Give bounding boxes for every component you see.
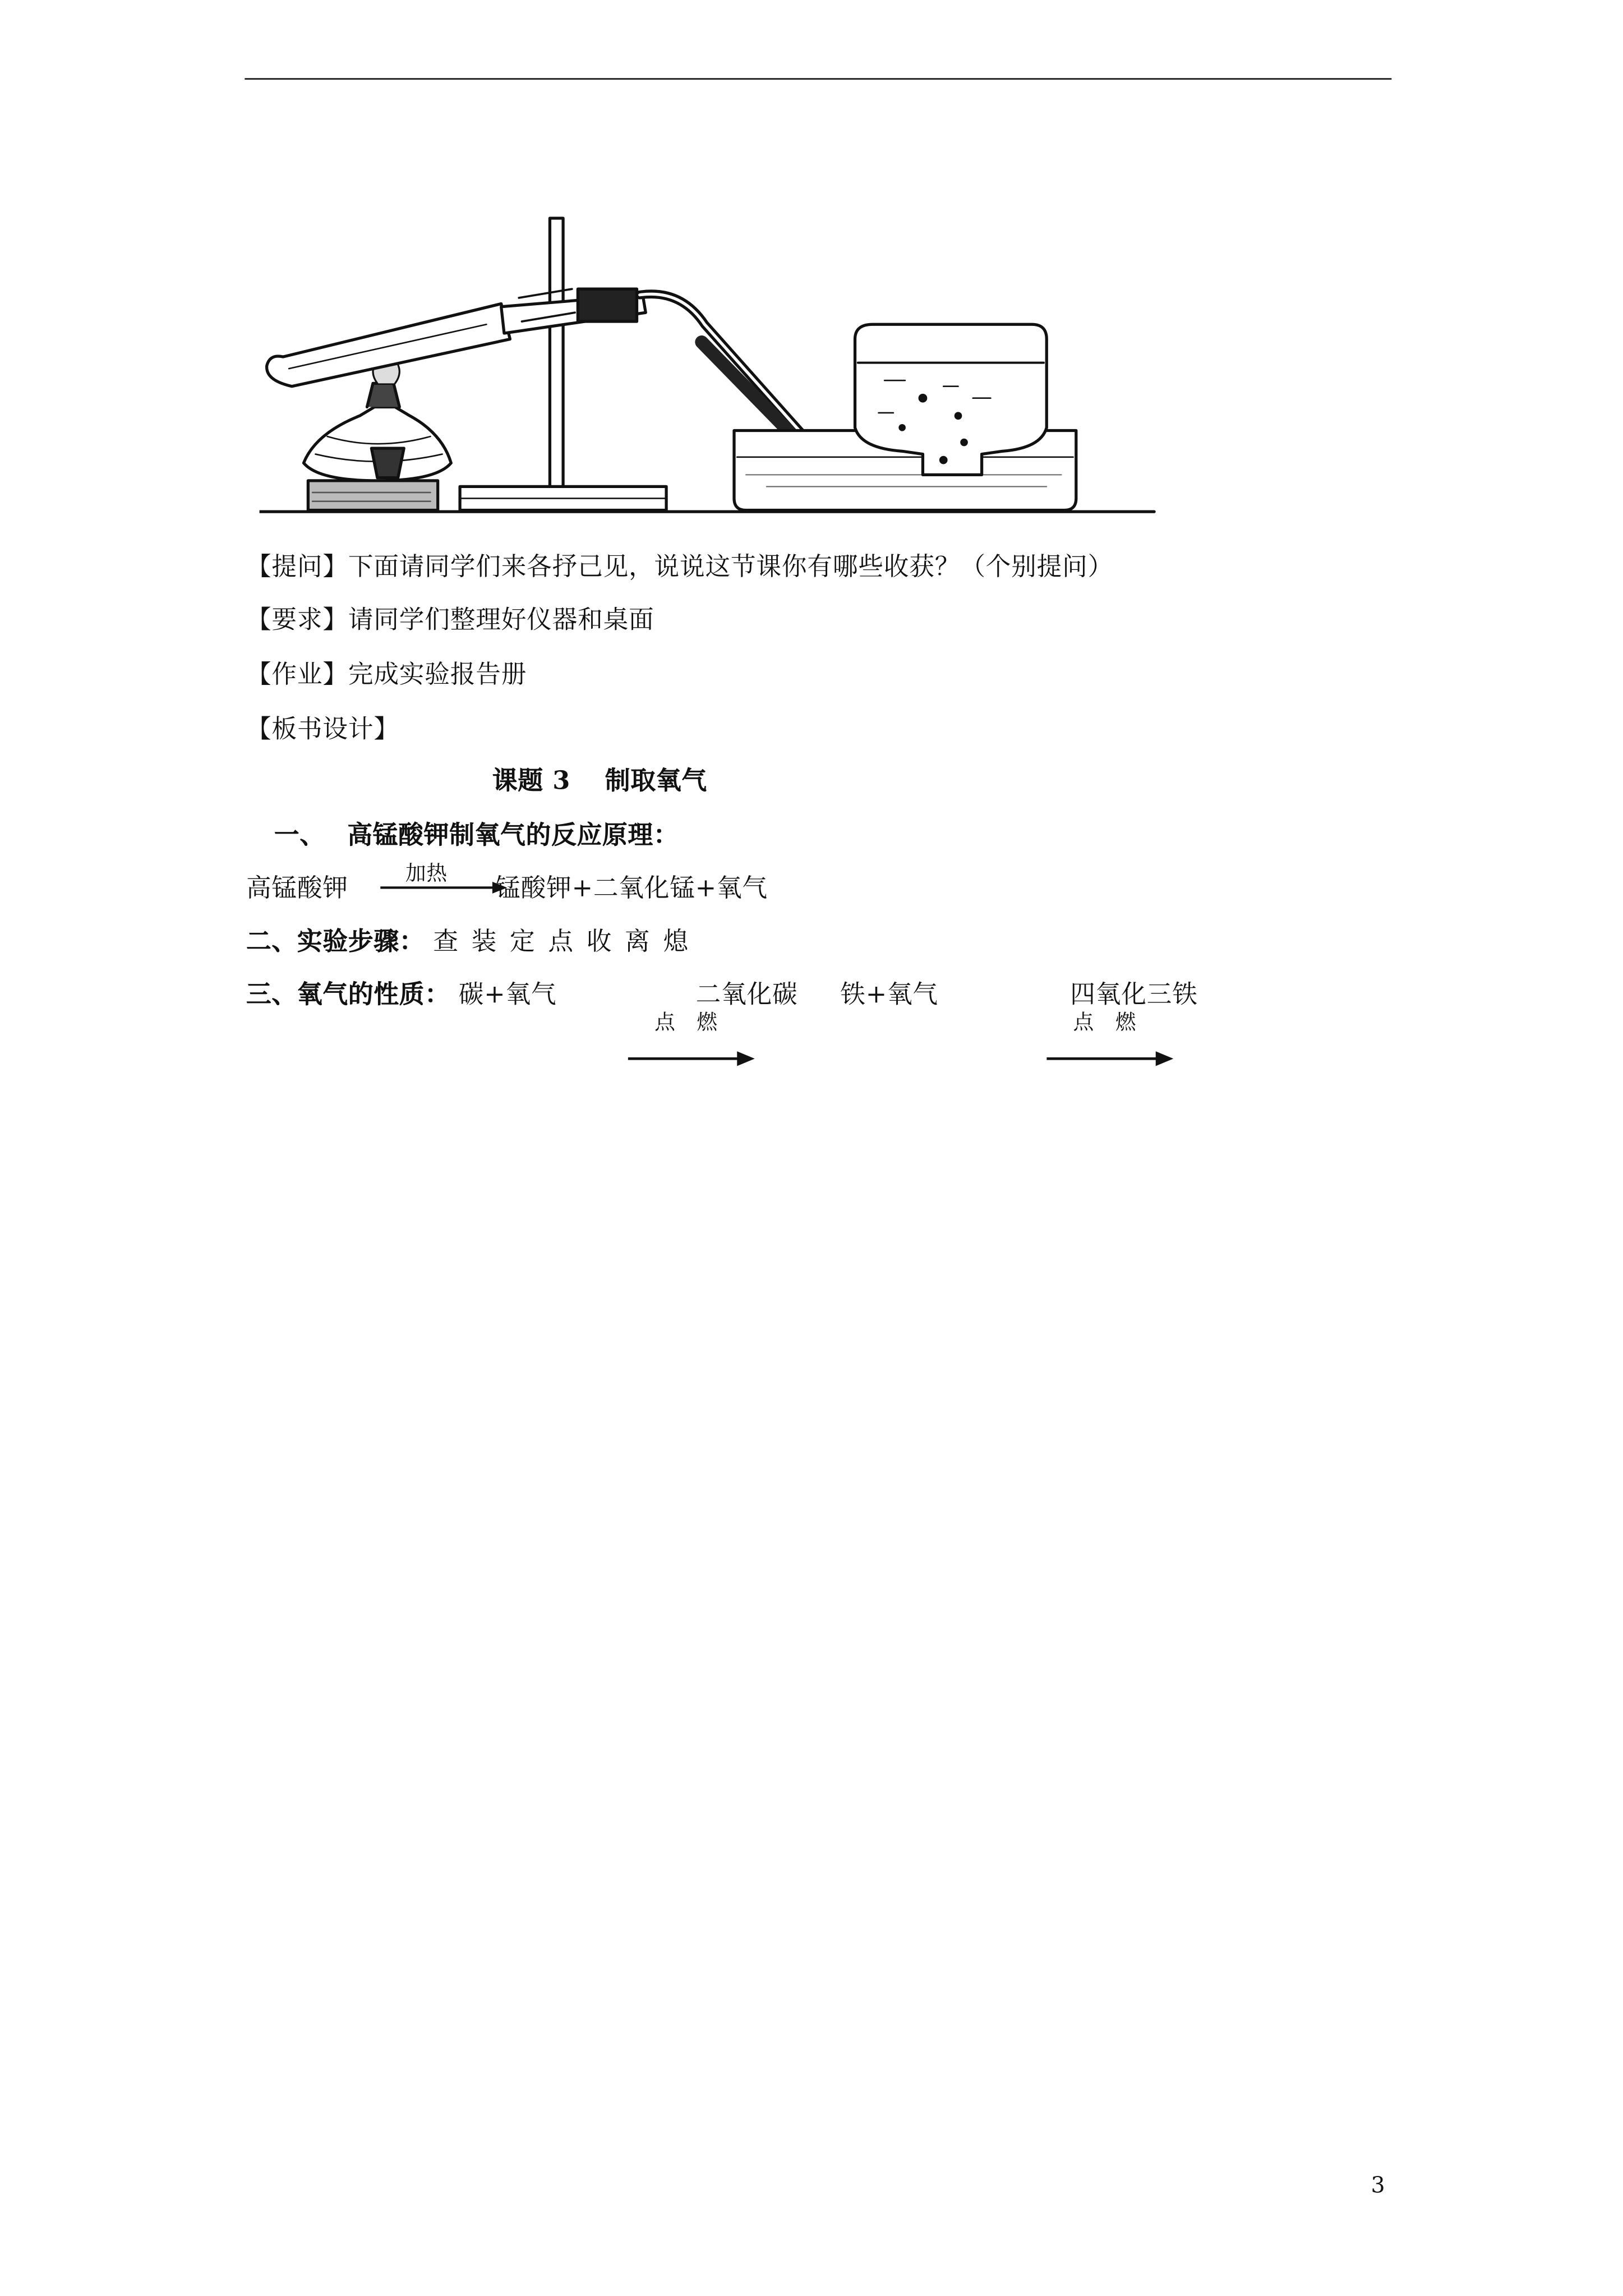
board-design-heading: 【板书设计】 — [246, 715, 399, 745]
reaction-1-arrow — [380, 880, 507, 895]
iron-stand — [460, 218, 666, 510]
reaction-2-condition: 点 燃 — [654, 1011, 718, 1036]
reaction-2-product: 二氧化碳 — [695, 980, 798, 1010]
section-3-label: 三、氧气的性质： — [246, 980, 450, 1010]
reaction-2-reactant: 碳+氧气 — [458, 980, 557, 1010]
reaction-1-condition: 加热 — [405, 862, 448, 886]
question-line: 【提问】下面请同学们来各抒己见，说说这节课你有哪些收获？（个别提问） — [246, 553, 1114, 583]
experiment-steps: 查装定点收离熄 — [433, 927, 702, 957]
reaction-1-reactant: 高锰酸钾 — [246, 874, 348, 904]
clamp — [501, 289, 646, 333]
requirement-line: 【要求】请同学们整理好仪器和桌面 — [246, 606, 654, 636]
burner-base-block — [308, 481, 437, 510]
header-rule — [245, 78, 1391, 80]
section-1-title: 一、 高锰酸钾制氧气的反应原理： — [274, 821, 679, 851]
reaction-3-condition: 点 燃 — [1073, 1011, 1137, 1036]
oxygen-apparatus-figure — [260, 206, 1162, 519]
section-2-line — [246, 927, 702, 957]
section-3-line — [246, 981, 557, 1010]
reaction-2-arrow — [628, 1050, 755, 1068]
page-number: 3 — [1371, 2171, 1385, 2199]
topic-title: 课题 3 制取氧气 — [492, 766, 707, 797]
homework-line: 【作业】完成实验报告册 — [246, 660, 527, 691]
reaction-1-products: 锰酸钾+二氧化锰+氧气 — [495, 874, 768, 904]
reaction-3-reactant: 铁+氧气 — [840, 980, 938, 1010]
reaction-3-product: 四氧化三铁 — [1070, 980, 1198, 1010]
reaction-3-arrow — [1046, 1050, 1173, 1068]
section-2-label: 二、实验步骤： — [246, 927, 425, 957]
